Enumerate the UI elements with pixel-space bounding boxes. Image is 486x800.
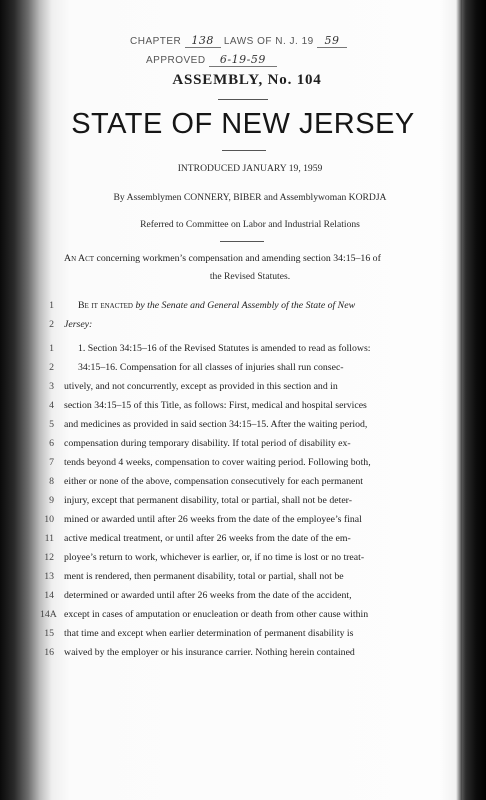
act-lead: An Act <box>64 253 95 264</box>
line-number: 15 <box>44 628 54 639</box>
laws-year: 59 <box>317 34 347 48</box>
chapter-label: CHAPTER <box>130 36 182 47</box>
line-number: 6 <box>49 438 54 449</box>
section-line: either or none of the above, compensation consecutively for each permanent <box>64 476 363 487</box>
section-line: ployee’s return to work, whichever is earlier, or, if no time is lost or no treat- <box>64 552 365 563</box>
introduced-date: INTRODUCED JANUARY 19, 1959 <box>177 163 323 174</box>
line-number: 2 <box>49 319 54 330</box>
section-line: ment is rendered, then permanent disability, total or partial, shall not be <box>64 571 344 582</box>
section-line: injury, except that permanent disability, total or partial, shall not be deter- <box>64 495 352 506</box>
line-number: 13 <box>44 571 54 582</box>
line-number: 10 <box>44 514 54 525</box>
line-number: 9 <box>49 495 54 506</box>
act-title-line-2: the Revised Statutes. <box>209 271 291 282</box>
line-number: 3 <box>49 381 54 392</box>
referral-rule <box>220 241 264 242</box>
section-line: and medicines as provided in said section 34:15–15. After the waiting period, <box>64 419 368 430</box>
approved-date: 6-19-59 <box>209 53 277 67</box>
page-edge-shadow <box>462 0 486 800</box>
section-line: section 34:15–15 of this Title, as follows: First, medical and hospital services <box>64 400 367 411</box>
section-line: mined or awarded until after 26 weeks from the date of the employee’s final <box>64 514 362 525</box>
sponsors-line: By Assemblymen CONNERY, BIBER and Assemblywoman KORDJA <box>113 192 387 203</box>
bill-number: ASSEMBLY, No. 104 <box>172 72 322 88</box>
line-number: 5 <box>49 419 54 430</box>
line-number: 8 <box>49 476 54 487</box>
state-title: STATE OF NEW JERSEY <box>71 108 415 140</box>
line-number: 4 <box>49 400 54 411</box>
section-line: utively, and not concurrently, except as provided in this section and in <box>64 381 338 392</box>
section-line: waived by the employer or his insurance carrier. Nothing herein contained <box>64 647 355 658</box>
line-number: 16 <box>44 647 54 658</box>
enacting-clause-line-2 <box>64 319 92 330</box>
act-line-1-text: concerning workmen’s compensation and amending section 34:15–16 of <box>96 253 381 264</box>
header-rule <box>218 99 268 100</box>
enacting-text: by the Senate and General Assembly of the State of New <box>135 300 356 311</box>
line-number: 14A <box>40 609 57 620</box>
line-number: 7 <box>49 457 54 468</box>
committee-referral: Referred to Committee on Labor and Industrial Relations <box>140 219 360 230</box>
approved-label: APPROVED <box>146 55 206 66</box>
laws-label: LAWS OF N. J. 19 <box>223 36 314 47</box>
chapter-stamp <box>130 34 347 48</box>
line-number: 11 <box>44 533 54 544</box>
act-title-line-1 <box>64 253 381 264</box>
section-line: tends beyond 4 weeks, compensation to cover waiting period. Following both, <box>64 457 371 468</box>
enacting-lead: Be it enacted <box>78 300 133 311</box>
approved-stamp <box>146 53 277 67</box>
line-number: 2 <box>49 362 54 373</box>
section-line: 1. Section 34:15–16 of the Revised Statutes is amended to read as follows: <box>78 343 371 354</box>
title-rule <box>222 150 266 151</box>
enacting-text-2: Jersey: <box>64 319 93 330</box>
line-number: 1 <box>49 300 54 311</box>
section-line: determined or awarded until after 26 weeks from the date of the accident, <box>64 590 352 601</box>
line-number: 12 <box>44 552 54 563</box>
section-line: that time and except when earlier determination of permanent disability is <box>64 628 354 639</box>
section-line: except in cases of amputation or enucleation or death from other cause within <box>64 609 369 620</box>
section-line: 34:15–16. Compensation for all classes of injuries shall run consec- <box>78 362 344 373</box>
section-line: compensation during temporary disability. If total period of disability ex- <box>64 438 351 449</box>
chapter-number: 138 <box>185 34 221 48</box>
section-line: active medical treatment, or until after 26 weeks from the date of the em- <box>64 533 351 544</box>
line-number: 14 <box>44 590 54 601</box>
line-number: 1 <box>49 343 54 354</box>
enacting-clause-line-1 <box>78 300 355 311</box>
